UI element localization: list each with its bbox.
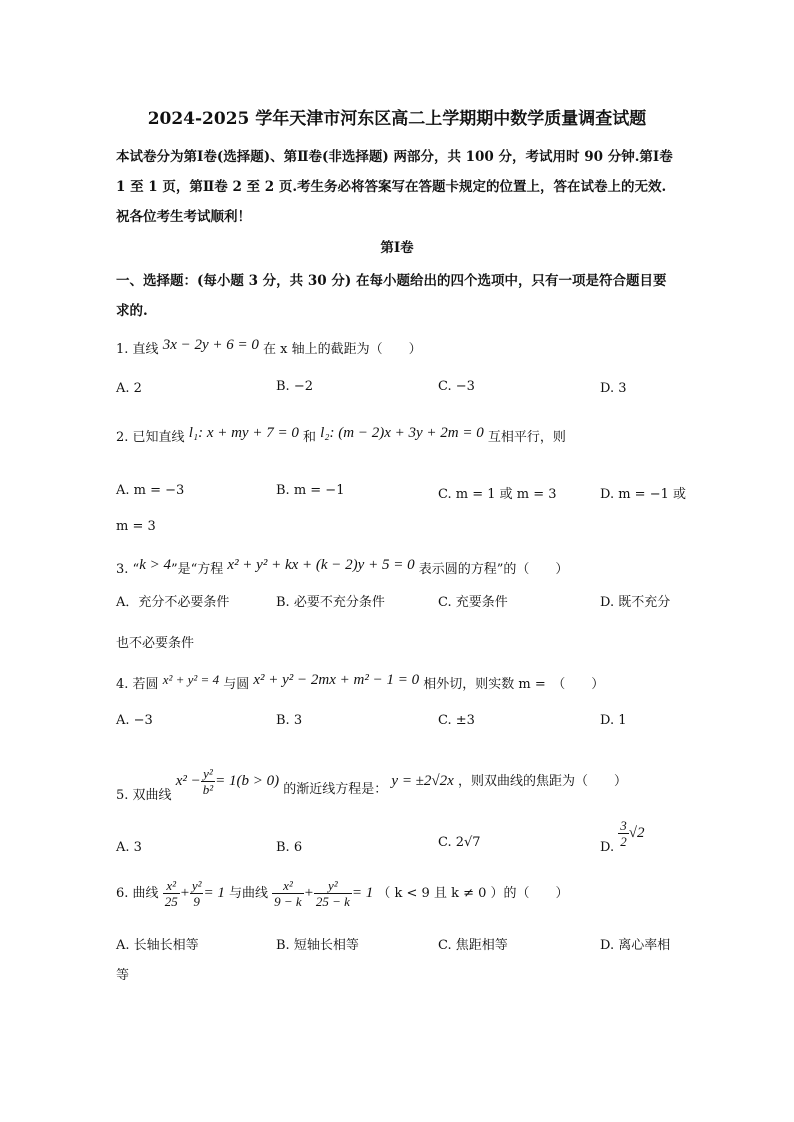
q1-option-c: C. −3 bbox=[438, 379, 475, 394]
q2-option-b: B. m = −1 bbox=[276, 483, 345, 498]
q4-option-d: D. 1 bbox=[600, 713, 627, 728]
q6-option-d: D. 离心率相 bbox=[600, 938, 671, 953]
q6-option-c: C. 焦距相等 bbox=[438, 938, 508, 953]
question-4-expr2: x² + y² − 2mx + m² − 1 = 0 bbox=[253, 672, 420, 688]
question-4-expr1: x² + y² = 4 bbox=[162, 672, 220, 687]
question-6: 6. 曲线 $\frac{\text{x²}}{25}$ + $\frac{\text{y²}}{9}$ = 1 与曲线 $\frac{\text{x²}}{9 - k}$ + $\frac{\text{y²}}{25 - k}$ = 1 （ k < 9 且 k ≠ 0 ）的（ ） bbox=[116, 878, 569, 909]
q1-option-d: D. 3 bbox=[600, 381, 627, 396]
q2-option-c: C. m = 1 或 m = 3 bbox=[438, 487, 557, 502]
part-heading: 一、选择题：(每小题 3 分，共 30 分) 在每小题给出的四个选项中，只有一项是符合题目要求的. bbox=[116, 273, 667, 319]
q3-option-b: B. 必要不充分条件 bbox=[276, 595, 385, 610]
q5-option-d-fraction: $\frac{3}{2}$ bbox=[620, 818, 627, 849]
question-2: 2. 已知直线 l₁: x + my + 7 = 0 和 l₂: (m − 2)x + 3y + 2m = 0 互相平行，则 bbox=[116, 425, 566, 445]
question-3: 3. “k > 4”是“方程 x² + y² + kx + (k − 2)y + 5 = 0 表示圆的方程”的（ ） bbox=[116, 557, 569, 577]
question-5: 5. 双曲线 x² − $\frac{\text{y²}}{\text{b²}}$ = 1(b > 0) 的渐近线方程是： y = ±2√2x ，则双曲线的焦距为（ ） bbox=[116, 766, 627, 803]
exam-intro: 本试卷分为第Ⅰ卷(选择题)、第Ⅱ卷(非选择题) 两部分，共 100 分，考试用时 90 分钟.第Ⅰ卷 1 至 1 页，第Ⅱ卷 2 至 2 页.考生务必将答案写在答题卡规定的位置上，答在试卷上的无效.祝各位考生考试顺利！ bbox=[116, 149, 673, 225]
q2-option-a: A. m = −3 bbox=[116, 483, 185, 498]
q5-option-a: A. 3 bbox=[116, 840, 142, 855]
question-5-fraction: $\frac{\text{y²}}{\text{b²}}$ bbox=[202, 766, 214, 797]
q5-option-b: B. 6 bbox=[276, 840, 303, 855]
question-3-expr: x² + y² + kx + (k − 2)y + 5 = 0 bbox=[227, 557, 415, 573]
question-1-expr: 3x − 2y + 6 = 0 bbox=[162, 337, 259, 353]
q2-option-d-cont: m = 3 bbox=[116, 519, 156, 534]
q2-option-d: D. m = −1 或 bbox=[600, 487, 687, 502]
q3-option-a: A．充分不必要条件 bbox=[116, 595, 230, 610]
question-2-l2: l₂: (m − 2)x + 3y + 2m = 0 bbox=[320, 425, 484, 441]
q3-option-d-cont: 也不必要条件 bbox=[116, 636, 195, 651]
q6-option-a: A. 长轴长相等 bbox=[116, 938, 199, 953]
q3-option-d: D. 既不充分 bbox=[600, 595, 671, 610]
q1-option-b: B. −2 bbox=[276, 379, 313, 394]
q4-option-a: A. −3 bbox=[116, 713, 153, 728]
exam-title: 2024-2025 学年天津市河东区高二上学期期中数学质量调查试题 bbox=[147, 109, 647, 129]
section-title: 第Ⅰ卷 bbox=[380, 240, 414, 256]
question-2-l1: l₁: x + my + 7 = 0 bbox=[188, 425, 299, 441]
q6-option-d-cont: 等 bbox=[116, 968, 130, 983]
question-1: 1. 直线 3x − 2y + 6 = 0 在 x 轴上的截距为（ ） bbox=[116, 337, 422, 357]
q3-option-c: C. 充要条件 bbox=[438, 595, 508, 610]
q1-option-a: A. 2 bbox=[116, 381, 142, 396]
q5-option-d: D. $\frac{3}{2}$ √2 bbox=[600, 818, 645, 855]
question-5-asymptote: y = ±2√2x bbox=[391, 773, 454, 789]
question-3-cond: k > 4 bbox=[139, 557, 171, 573]
q6-option-b: B. 短轴长相等 bbox=[276, 938, 359, 953]
question-4: 4. 若圆 x² + y² = 4 与圆 x² + y² − 2mx + m² − 1 = 0 相外切，则实数 m = （ ） bbox=[116, 672, 605, 692]
q4-option-c: C. ±3 bbox=[438, 713, 475, 728]
q4-option-b: B. 3 bbox=[276, 713, 303, 728]
q5-option-c: C. 2√7 bbox=[438, 835, 481, 850]
question-6-condition: （ k < 9 且 k ≠ 0 ）的（ ） bbox=[377, 886, 569, 901]
